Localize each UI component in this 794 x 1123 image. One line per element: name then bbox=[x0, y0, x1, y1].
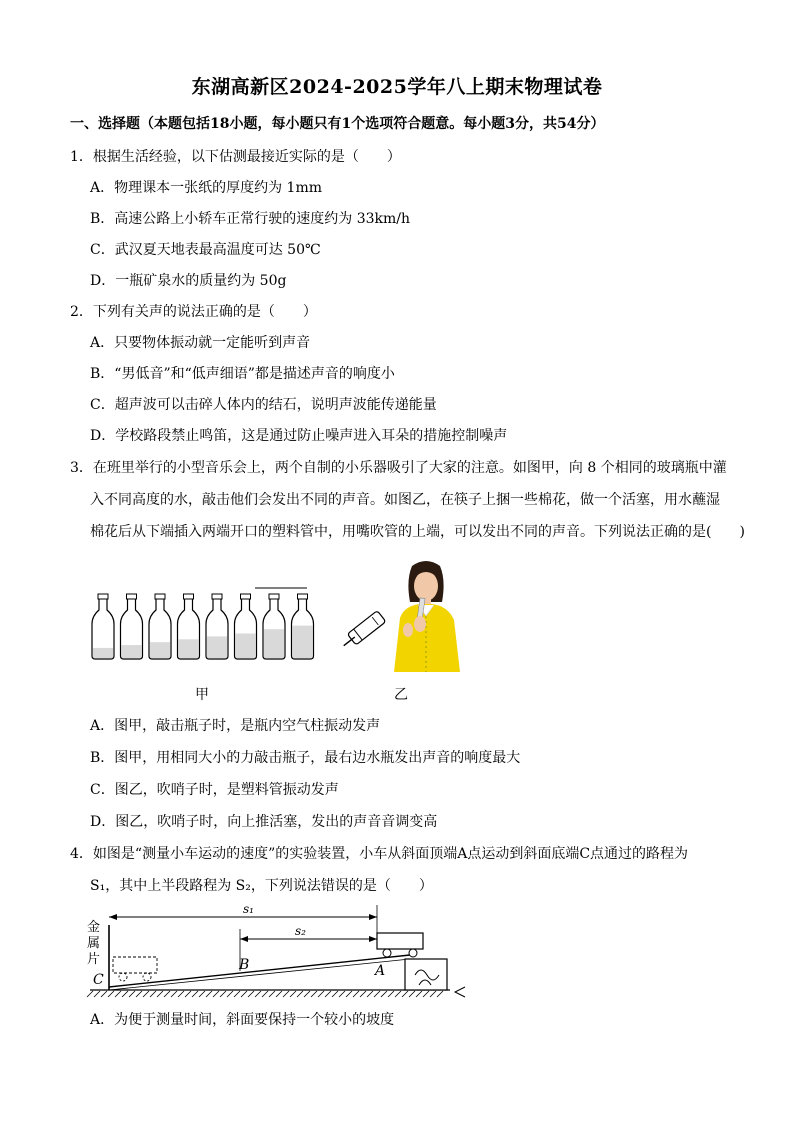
section-header: 一、选择题（本题包括18小题，每小题只有1个选项符合题意。每小题3分，共54分） bbox=[70, 116, 605, 132]
bottle-neck-rim bbox=[298, 594, 308, 599]
bottle bbox=[149, 594, 171, 659]
hatch-line bbox=[346, 991, 352, 997]
bottle-water bbox=[122, 645, 142, 658]
hatch-line bbox=[367, 991, 373, 997]
hatch-line bbox=[332, 991, 338, 997]
bottle-water bbox=[207, 636, 227, 658]
hatch-line bbox=[381, 991, 387, 997]
question-2-option-a: A．只要物体振动就一定能听到声音 bbox=[90, 335, 311, 351]
hatch-line bbox=[87, 991, 93, 997]
page-title: 东湖高新区2024-2025学年八上期末物理试卷 bbox=[191, 76, 603, 98]
hatch-line bbox=[423, 991, 429, 997]
question-3-stem-line-1: 3．在班里举行的小型音乐会上，两个自制的小乐器吸引了大家的注意。如图甲，向 8 个相同的玻璃瓶中灌 bbox=[70, 460, 727, 476]
question-3-option-d: D．图乙，吹哨子时，向上推活塞，发出的声音音调变高 bbox=[90, 814, 438, 830]
hatch-line bbox=[437, 991, 443, 997]
figure-caption-jia: 甲 bbox=[195, 687, 209, 703]
question-3-option-a: A．图甲，敲击瓶子时，是瓶内空气柱振动发声 bbox=[90, 718, 381, 734]
label-s1: s₁ bbox=[243, 902, 254, 916]
hatch-line bbox=[150, 991, 156, 997]
pointer-mark bbox=[455, 987, 465, 997]
hatch-line bbox=[374, 991, 380, 997]
hatch-line bbox=[409, 991, 415, 997]
bottle bbox=[121, 594, 143, 659]
label-c: C bbox=[93, 972, 104, 988]
bottle bbox=[92, 594, 114, 659]
hatch-line bbox=[325, 991, 331, 997]
hatch-line bbox=[220, 991, 226, 997]
label-metal-3: 片 bbox=[87, 952, 101, 967]
bottle-neck-rim bbox=[241, 594, 251, 599]
hatch-line bbox=[199, 991, 205, 997]
cart-at-a bbox=[377, 933, 423, 949]
bottle-neck-rim bbox=[127, 594, 137, 599]
hatch-line bbox=[115, 991, 121, 997]
question-3-stem-line-2: 入不同高度的水，敲击他们会发出不同的声音。如图乙，在筷子上捆一些棉花，做一个活塞，用水蘸湿 bbox=[90, 492, 720, 508]
hatch-line bbox=[388, 991, 394, 997]
question-2-option-d: D．学校路段禁止鸣笛，这是通过防止噪声进入耳朵的措施控制噪声 bbox=[90, 428, 508, 444]
girl-playing-whistle-image bbox=[390, 558, 462, 672]
bottle-water bbox=[93, 648, 113, 658]
bottle bbox=[263, 594, 285, 659]
bottle-neck-rim bbox=[155, 594, 165, 599]
hatch-line bbox=[213, 991, 219, 997]
hatch-line bbox=[248, 991, 254, 997]
hatch-line bbox=[129, 991, 135, 997]
hatch-line bbox=[318, 991, 324, 997]
hatch-line bbox=[143, 991, 149, 997]
bottle-neck-rim bbox=[184, 594, 194, 599]
plastic-tube bbox=[347, 611, 386, 645]
label-metal-1: 金 bbox=[87, 920, 101, 935]
hatch-line bbox=[227, 991, 233, 997]
hatch-line bbox=[262, 991, 268, 997]
hatch-line bbox=[171, 991, 177, 997]
label-a: A bbox=[375, 963, 386, 979]
bottle bbox=[178, 594, 200, 659]
bottle bbox=[235, 594, 257, 659]
question-4-stem-line-1: 4．如图是“测量小车运动的速度”的实验装置，小车从斜面顶端A点运动到斜面底端C点通过的路程为 bbox=[70, 846, 689, 862]
hatch-line bbox=[297, 991, 303, 997]
hatch-line bbox=[430, 991, 436, 997]
hatch-line bbox=[241, 991, 247, 997]
hatch-line bbox=[283, 991, 289, 997]
hatch-line bbox=[276, 991, 282, 997]
question-2-option-b: B．“男低音”和“低声细语”都是描述声音的响度小 bbox=[90, 366, 395, 382]
question-3-stem-line-3: 棉花后从下端插入两端开口的塑料管中，用嘴吹管的上端，可以发出不同的声音。下列说法正确的是( ) bbox=[90, 524, 745, 540]
question-2-option-c: C．超声波可以击碎人体内的结石，说明声波能传递能量 bbox=[90, 397, 437, 413]
label-metal-2: 属 bbox=[87, 936, 101, 951]
question-4-stem-line-2: S₁，其中上半段路程为 S₂，下列说法错误的是（ ） bbox=[90, 878, 433, 894]
question-1-option-a: A．物理课本一张纸的厚度约为 1mm bbox=[90, 180, 323, 196]
question-1-option-c: C．武汉夏天地表最高温度可达 50℃ bbox=[90, 242, 321, 258]
label-s2: s₂ bbox=[295, 924, 306, 938]
label-b: B bbox=[239, 957, 250, 973]
hatch-line bbox=[339, 991, 345, 997]
hatch-line bbox=[185, 991, 191, 997]
hatch-line bbox=[206, 991, 212, 997]
hatch-line bbox=[234, 991, 240, 997]
cart-at-c-dashed bbox=[113, 957, 157, 973]
bottle-neck-rim bbox=[212, 594, 222, 599]
support-block bbox=[405, 959, 447, 990]
bottle bbox=[292, 594, 314, 659]
hatch-line bbox=[122, 991, 128, 997]
hatch-line bbox=[304, 991, 310, 997]
hatch-line bbox=[136, 991, 142, 997]
hatch-line bbox=[94, 991, 100, 997]
hatch-line bbox=[178, 991, 184, 997]
hatch-line bbox=[353, 991, 359, 997]
hatch-line bbox=[311, 991, 317, 997]
bottle-water bbox=[236, 634, 256, 658]
slide-whistle-figure bbox=[338, 598, 398, 658]
bottle-water bbox=[150, 642, 170, 658]
hatch-line bbox=[402, 991, 408, 997]
hatch-line bbox=[269, 991, 275, 997]
hatch-line bbox=[108, 991, 114, 997]
hatch-line bbox=[164, 991, 170, 997]
question-4-option-a: A．为便于测量时间，斜面要保持一个较小的坡度 bbox=[90, 1012, 395, 1028]
hatch-line bbox=[360, 991, 366, 997]
figure-caption-yi: 乙 bbox=[394, 687, 408, 703]
question-3-option-c: C．图乙，吹哨子时，是塑料管振动发声 bbox=[90, 782, 339, 798]
question-1-option-d: D．一瓶矿泉水的质量约为 50g bbox=[90, 273, 287, 289]
bottle-neck-rim bbox=[98, 594, 108, 599]
bottle-row bbox=[92, 594, 314, 659]
hatch-line bbox=[416, 991, 422, 997]
hatch-line bbox=[255, 991, 261, 997]
bottle-water bbox=[264, 629, 284, 658]
bottle-neck-rim bbox=[269, 594, 279, 599]
hatch-line bbox=[290, 991, 296, 997]
bottles-figure bbox=[85, 580, 325, 670]
hatch-line bbox=[101, 991, 107, 997]
question-3-option-b: B．图甲，用相同大小的力敲击瓶子，最右边水瓶发出声音的响度最大 bbox=[90, 750, 521, 766]
hatch-line bbox=[192, 991, 198, 997]
incline-experiment-figure bbox=[85, 895, 475, 1005]
question-1-option-b: B．高速公路上小轿车正常行驶的速度约为 33km/h bbox=[90, 211, 411, 227]
incline-surface bbox=[109, 955, 410, 987]
question-1-stem: 1．根据生活经验，以下估测最接近实际的是（ ） bbox=[70, 149, 401, 165]
bottle bbox=[206, 594, 228, 659]
hatch-line bbox=[395, 991, 401, 997]
bottle-water bbox=[179, 639, 199, 658]
hatch-line bbox=[157, 991, 163, 997]
bottle-water bbox=[293, 626, 313, 658]
ground-hatching bbox=[87, 991, 443, 997]
question-2-stem: 2．下列有关声的说法正确的是（ ） bbox=[70, 304, 317, 320]
